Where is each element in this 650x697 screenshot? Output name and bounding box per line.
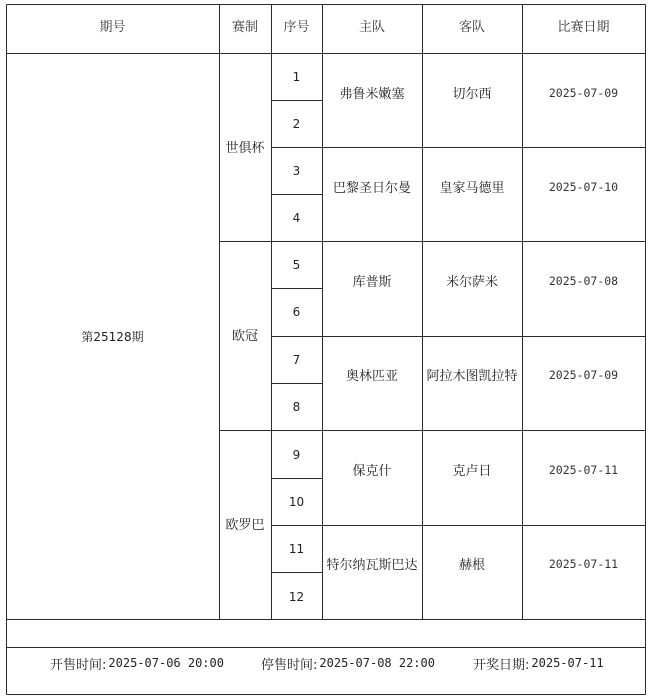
match-date: 2025-07-08 <box>548 274 619 289</box>
home-team: 巴黎圣日尔曼 <box>332 180 411 196</box>
header-home-team: 主队 <box>358 19 385 35</box>
header-seq: 序号 <box>283 19 310 35</box>
home-team: 奥林匹亚 <box>345 368 398 384</box>
header-match-date: 比赛日期 <box>557 19 610 35</box>
seq-number: 11 <box>288 542 305 556</box>
sale-stop-time <box>261 648 435 678</box>
seq-number: 1 <box>292 70 301 84</box>
seq-number: 8 <box>292 400 301 414</box>
draw-date-label: 开奖日期: <box>473 657 530 673</box>
competition-cell: 欧罗巴 <box>225 518 265 533</box>
seq-number: 4 <box>292 211 301 225</box>
seq-number: 10 <box>288 494 305 509</box>
match-date: 2025-07-09 <box>548 368 619 383</box>
seq-number: 12 <box>288 589 305 604</box>
seq-number: 3 <box>292 164 301 178</box>
seq-number: 9 <box>292 447 301 462</box>
sale-stop-label: 停售时间: <box>261 657 318 673</box>
home-team: 弗鲁米嫩塞 <box>339 86 405 102</box>
home-team: 特尔纳瓦斯巴达 <box>326 557 418 573</box>
period-cell: 第25128期 <box>81 330 144 344</box>
away-team: 克卢日 <box>452 463 492 479</box>
away-team: 阿拉木图凯拉特 <box>426 368 518 384</box>
sale-stop-value: 2025-07-08 22:00 <box>319 656 435 670</box>
seq-number: 2 <box>292 117 301 131</box>
home-team: 保克什 <box>352 463 392 479</box>
competition-cell: 欧冠 <box>231 329 258 344</box>
match-date: 2025-07-09 <box>548 86 619 101</box>
header-away-team: 客队 <box>458 19 485 35</box>
match-date: 2025-07-11 <box>548 463 619 478</box>
draw-date-value: 2025-07-11 <box>531 656 604 670</box>
draw-date <box>473 648 604 678</box>
sale-start-value: 2025-07-06 20:00 <box>108 656 224 670</box>
seq-number: 5 <box>292 258 301 272</box>
seq-number: 6 <box>292 305 301 319</box>
sale-start-label: 开售时间: <box>50 657 107 673</box>
away-team: 皇家马德里 <box>439 180 505 196</box>
sale-start-time <box>50 648 224 678</box>
away-team: 切尔西 <box>452 86 492 102</box>
seq-number: 7 <box>292 352 301 367</box>
header-period: 期号 <box>99 19 126 35</box>
home-team: 库普斯 <box>352 274 392 290</box>
match-date: 2025-07-10 <box>548 180 619 195</box>
away-team: 赫根 <box>458 557 485 573</box>
match-date: 2025-07-11 <box>548 557 619 572</box>
away-team: 米尔萨米 <box>445 274 498 290</box>
header-format: 赛制 <box>231 19 258 35</box>
competition-cell: 世俱杯 <box>225 140 265 156</box>
